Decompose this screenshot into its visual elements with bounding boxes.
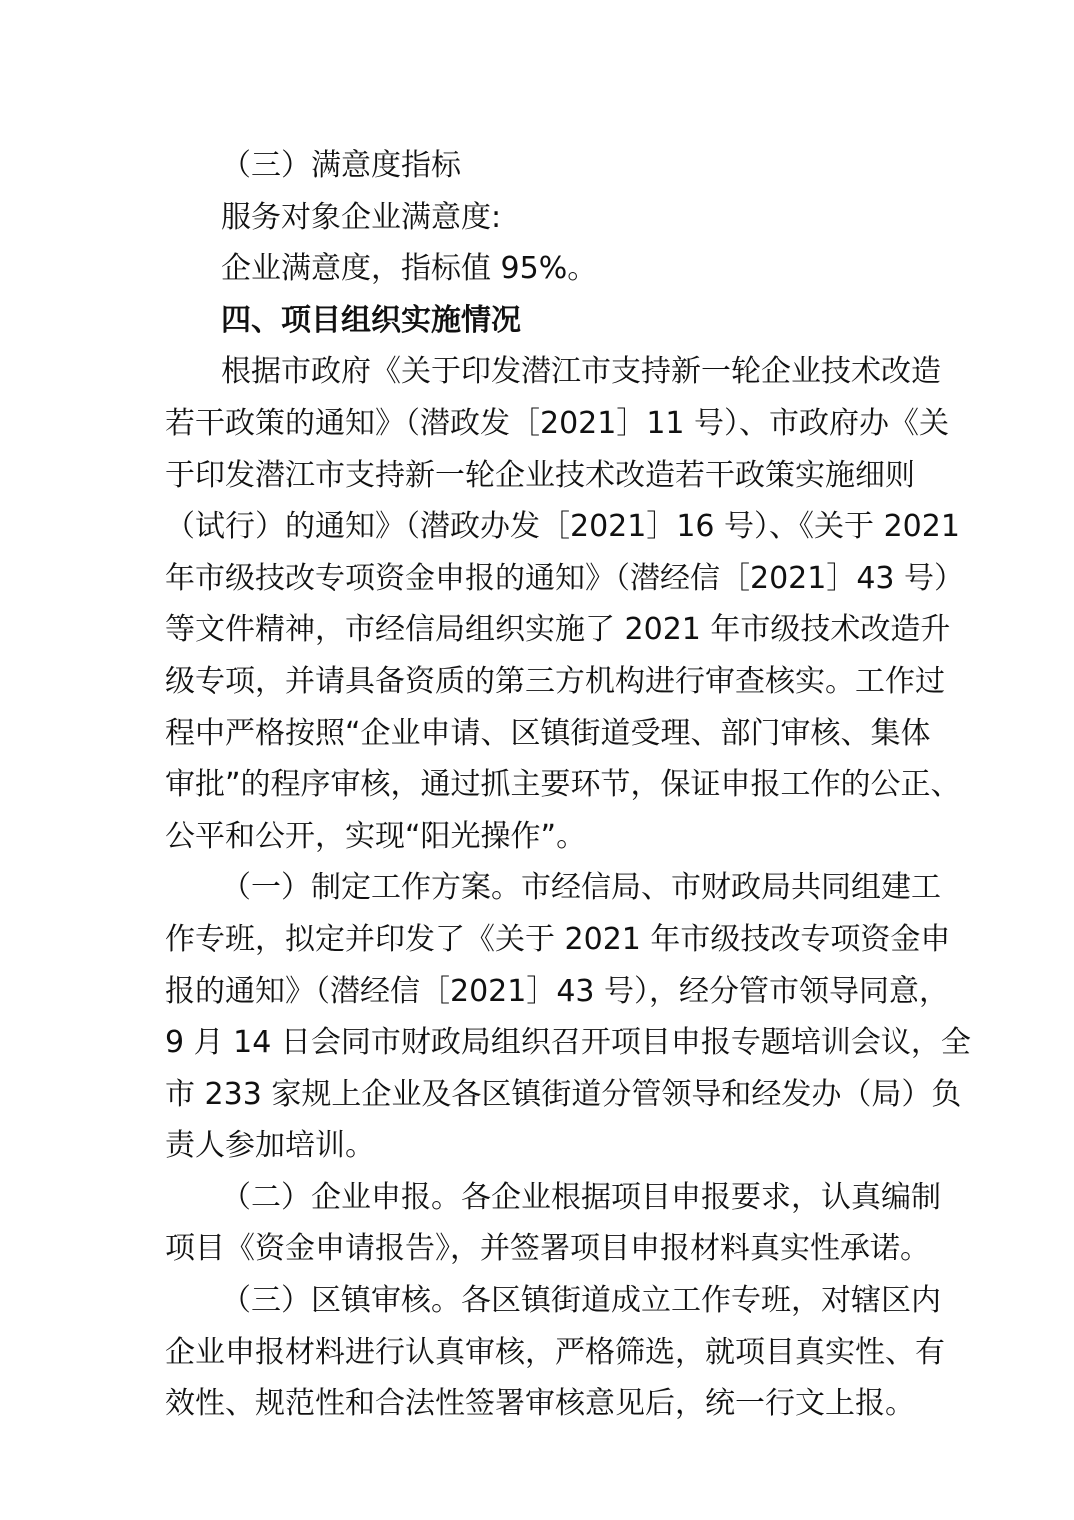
subheading-satisfaction-indicator: （三）满意度指标: [221, 148, 461, 183]
paragraph-line: （一）制定工作方案。市经信局、市财政局共同组建工: [221, 870, 941, 906]
document-page: [165, 140, 971, 1430]
paragraph-line: 于印发潜江市支持新一轮企业技术改造若干政策实施细则: [165, 457, 915, 493]
paragraph-line: 市 233 家规上企业及各区镇街道分管领导和经发办（局）负: [165, 1076, 962, 1112]
paragraph-line: 程中严格按照“企业申请、区镇街道受理、部门审核、集体: [165, 715, 931, 751]
paragraph-line: 企业申报材料进行认真审核，严格筛选，就项目真实性、有: [165, 1334, 945, 1370]
paragraph-line: 若干政策的通知》（潜政发［2021］11 号）、市政府办《关: [165, 405, 950, 441]
paragraph-line: 根据市政府《关于印发潜江市支持新一轮企业技术改造: [221, 354, 941, 390]
paragraph-line: 年市级技改专项资金申报的通知》（潜经信［2021］43 号）: [165, 560, 965, 596]
paragraph-line: 9 月 14 日会同市财政局组织召开项目申报专题培训会议，全: [165, 1025, 971, 1061]
text-line: 企业满意度，指标值 95%。: [221, 251, 598, 287]
paragraph-line: （二）企业申报。各企业根据项目申报要求，认真编制: [221, 1179, 941, 1215]
paragraph-line: 作专班，拟定并印发了《关于 2021 年市级技改专项资金申: [165, 921, 951, 957]
paragraph-line: 审批”的程序审核，通过抓主要环节，保证申报工作的公正、: [165, 767, 961, 803]
section-heading-implementation: 四、项目组织实施情况: [221, 302, 521, 338]
paragraph-line: 项目《资金申请报告》，并签署项目申报材料真实性承诺。: [165, 1231, 930, 1267]
paragraph-line: 公平和公开，实现“阳光操作”。: [165, 818, 587, 854]
paragraph-line: 责人参加培训。: [165, 1128, 375, 1164]
paragraph-line: 级专项，并请具备资质的第三方机构进行审查核实。工作过: [165, 663, 945, 699]
paragraph-line: 报的通知》（潜经信［2021］43 号），经分管市领导同意，: [165, 973, 950, 1009]
paragraph-line: 效性、规范性和合法性签署审核意见后，统一行文上报。: [165, 1386, 915, 1422]
text-line: 服务对象企业满意度:: [221, 199, 502, 235]
paragraph-line: （三）区镇审核。各区镇街道成立工作专班，对辖区内: [221, 1283, 941, 1319]
paragraph-line: （试行）的通知》（潜政办发［2021］16 号）、《关于 2021: [165, 509, 960, 545]
paragraph-line: 等文件精神，市经信局组织实施了 2021 年市级技术改造升: [165, 612, 951, 648]
